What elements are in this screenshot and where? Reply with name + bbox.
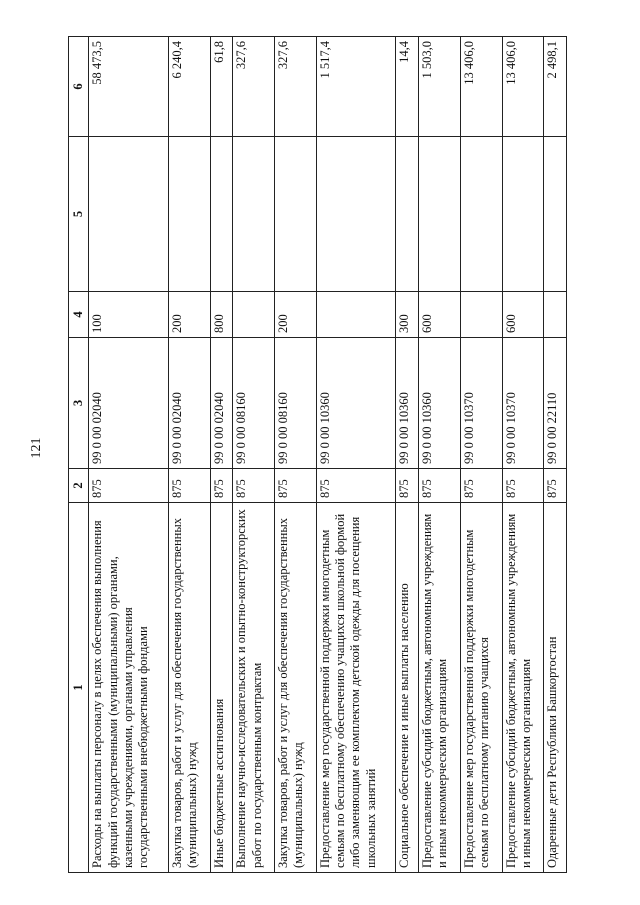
row-expense-type — [460, 292, 502, 338]
row-name: Иные бюджетные ассигнования — [210, 503, 233, 873]
header-col-2: 2 — [69, 469, 89, 503]
row-grbs: 875 — [89, 469, 169, 503]
row-grbs: 875 — [168, 469, 210, 503]
row-col5 — [419, 137, 461, 292]
row-grbs: 875 — [396, 469, 419, 503]
row-expense-type: 100 — [89, 292, 169, 338]
table-row — [419, 37, 461, 873]
row-grbs: 875 — [210, 469, 233, 503]
table-row — [502, 37, 544, 873]
row-expense-type: 300 — [396, 292, 419, 338]
row-target-code: 99 0 00 02040 — [89, 338, 169, 469]
row-sum: 13 406,0 — [502, 37, 544, 137]
row-target-code: 99 0 00 10370 — [460, 338, 502, 469]
row-col5 — [233, 137, 275, 292]
table-header-row — [69, 37, 89, 873]
page-number: 121 — [29, 437, 44, 459]
row-col5 — [502, 137, 544, 292]
row-name: Одаренные дети Республики Башкортостан — [544, 503, 567, 873]
row-col5 — [275, 137, 317, 292]
row-grbs: 875 — [502, 469, 544, 503]
row-sum: 1 503,0 — [419, 37, 461, 137]
budget-table — [68, 36, 567, 873]
table-row — [460, 37, 502, 873]
row-expense-type — [316, 292, 396, 338]
row-sum: 327,6 — [275, 37, 317, 137]
header-col-4: 4 — [69, 292, 89, 338]
header-col-3: 3 — [69, 338, 89, 469]
row-grbs: 875 — [544, 469, 567, 503]
row-expense-type — [233, 292, 275, 338]
row-col5 — [210, 137, 233, 292]
rotated-table-container — [68, 37, 567, 873]
row-name: Закупка товаров, работ и услуг для обеспечения государственных (муниципальных) нужд — [168, 503, 210, 873]
row-name: Социальное обеспечение и иные выплаты населению — [396, 503, 419, 873]
table-row — [168, 37, 210, 873]
row-target-code: 99 0 00 10360 — [316, 338, 396, 469]
row-name: Предоставление субсидий бюджетным, автономным учреждениям и иным некоммерческим организациям — [419, 503, 461, 873]
row-target-code: 99 0 00 08160 — [233, 338, 275, 469]
row-grbs: 875 — [419, 469, 461, 503]
row-col5 — [316, 137, 396, 292]
row-name: Предоставление мер государственной поддержки многодетным семьям по бесплатному обеспечению учащихся школьной формой либо заменяющим ее комплектом детской одежды для посещения школьных занятий — [316, 503, 396, 873]
table-row — [316, 37, 396, 873]
row-name: Расходы на выплаты персоналу в целях обеспечения выполнения функций государственными (муниципальными) органами, казенными учреждениями, органами управления государственными внебюджетными фондами — [89, 503, 169, 873]
row-expense-type: 800 — [210, 292, 233, 338]
row-name: Предоставление мер государственной поддержки многодетным семьям по бесплатному питанию учащихся — [460, 503, 502, 873]
row-expense-type: 600 — [502, 292, 544, 338]
row-sum: 1 517,4 — [316, 37, 396, 137]
row-sum: 6 240,4 — [168, 37, 210, 137]
row-grbs: 875 — [460, 469, 502, 503]
row-sum: 327,6 — [233, 37, 275, 137]
row-sum: 14,4 — [396, 37, 419, 137]
row-name: Выполнение научно-исследовательских и опытно-конструкторских работ по государственным контрактам — [233, 503, 275, 873]
header-col-1: 1 — [69, 503, 89, 873]
row-col5 — [168, 137, 210, 292]
row-expense-type: 200 — [168, 292, 210, 338]
table-row — [89, 37, 169, 873]
row-target-code: 99 0 00 10370 — [502, 338, 544, 469]
row-sum: 2 498,1 — [544, 37, 567, 137]
table-row — [233, 37, 275, 873]
row-target-code: 99 0 00 22110 — [544, 338, 567, 469]
table-row — [544, 37, 567, 873]
row-target-code: 99 0 00 02040 — [210, 338, 233, 469]
row-target-code: 99 0 00 02040 — [168, 338, 210, 469]
row-col5 — [89, 137, 169, 292]
row-col5 — [460, 137, 502, 292]
row-target-code: 99 0 00 10360 — [396, 338, 419, 469]
table-row — [396, 37, 419, 873]
table-row — [275, 37, 317, 873]
row-grbs: 875 — [275, 469, 317, 503]
table-row — [210, 37, 233, 873]
row-sum: 58 473,5 — [89, 37, 169, 137]
row-sum: 61,8 — [210, 37, 233, 137]
row-expense-type: 600 — [419, 292, 461, 338]
row-expense-type — [544, 292, 567, 338]
row-col5 — [396, 137, 419, 292]
row-name: Закупка товаров, работ и услуг для обеспечения государственных (муниципальных) нужд — [275, 503, 317, 873]
row-col5 — [544, 137, 567, 292]
row-target-code: 99 0 00 08160 — [275, 338, 317, 469]
row-target-code: 99 0 00 10360 — [419, 338, 461, 469]
row-grbs: 875 — [316, 469, 396, 503]
row-sum: 13 406,0 — [460, 37, 502, 137]
row-expense-type: 200 — [275, 292, 317, 338]
header-col-5: 5 — [69, 137, 89, 292]
row-grbs: 875 — [233, 469, 275, 503]
row-name: Предоставление субсидий бюджетным, автономным учреждениям и иным некоммерческим организациям — [502, 503, 544, 873]
header-col-6: 6 — [69, 37, 89, 137]
